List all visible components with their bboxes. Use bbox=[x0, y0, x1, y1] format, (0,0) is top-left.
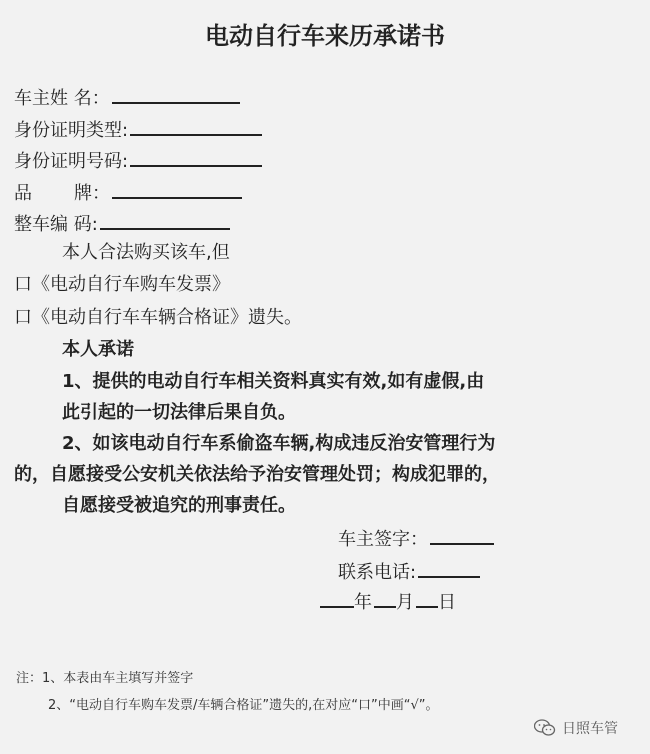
wechat-icon bbox=[534, 719, 556, 737]
id-type-field bbox=[14, 118, 262, 142]
promise-item2-line3: 自愿接受被追究的刑事责任。 bbox=[62, 495, 296, 516]
day-blank[interactable] bbox=[416, 590, 438, 608]
owner-name-label: 车主姓 名： bbox=[14, 88, 110, 109]
id-number-field bbox=[14, 149, 262, 173]
frame-number-label: 整车编 码: bbox=[14, 214, 98, 235]
month-label: 月 bbox=[396, 592, 414, 613]
phone-field bbox=[338, 560, 480, 584]
statement-option-invoice: 口《电动自行车购车发票》 bbox=[14, 274, 230, 295]
promise-item2-line2: 的，自愿接受公安机关依法给予治安管理处罚；构成犯罪的， bbox=[14, 464, 500, 485]
phone-label: 联系电话: bbox=[338, 562, 417, 583]
id-type-blank[interactable] bbox=[130, 118, 262, 136]
promise-item2-line1: 2、如该电动自行车系偷盗车辆,构成违反治安管理行为 bbox=[62, 433, 496, 454]
promise-item1-line2: 此引起的一切法律后果自负。 bbox=[62, 402, 296, 423]
year-label: 年 bbox=[354, 592, 372, 613]
owner-name-blank[interactable] bbox=[112, 86, 240, 104]
id-number-blank[interactable] bbox=[130, 149, 262, 167]
owner-name-field bbox=[14, 86, 240, 110]
frame-number-field bbox=[14, 212, 230, 236]
document-title: 电动自行车来历承诺书 bbox=[205, 22, 445, 50]
statement-option-certificate: 口《电动自行车车辆合格证》遗失。 bbox=[14, 307, 302, 328]
promise-item1-line1: 1、提供的电动自行车相关资料真实有效,如有虚假,由 bbox=[62, 371, 485, 392]
note-1: 注：1、本表由车主填写并签字 bbox=[16, 671, 194, 686]
id-number-label: 身份证明号码: bbox=[14, 151, 129, 172]
phone-blank[interactable] bbox=[418, 560, 480, 578]
note-2: 2、“电动自行车购车发票/车辆合格证”遗失的,在对应“口”中画“√”。 bbox=[48, 698, 439, 713]
frame-number-blank[interactable] bbox=[100, 212, 230, 230]
owner-signature-field bbox=[338, 527, 494, 551]
promise-heading: 本人承诺 bbox=[62, 339, 134, 360]
watermark bbox=[534, 718, 618, 738]
owner-signature-label: 车主签字： bbox=[338, 529, 428, 550]
date-field bbox=[320, 590, 456, 614]
brand-field bbox=[14, 181, 242, 205]
day-label: 日 bbox=[438, 592, 456, 613]
owner-signature-blank[interactable] bbox=[430, 527, 494, 545]
year-blank[interactable] bbox=[320, 590, 354, 608]
id-type-label: 身份证明类型: bbox=[14, 120, 129, 141]
brand-label-a: 品 bbox=[14, 183, 32, 204]
month-blank[interactable] bbox=[374, 590, 396, 608]
statement-intro: 本人合法购买该车,但 bbox=[62, 242, 230, 263]
brand-label-b: 牌： bbox=[74, 183, 110, 204]
brand-blank[interactable] bbox=[112, 181, 242, 199]
watermark-text: 日照车管 bbox=[562, 721, 618, 737]
